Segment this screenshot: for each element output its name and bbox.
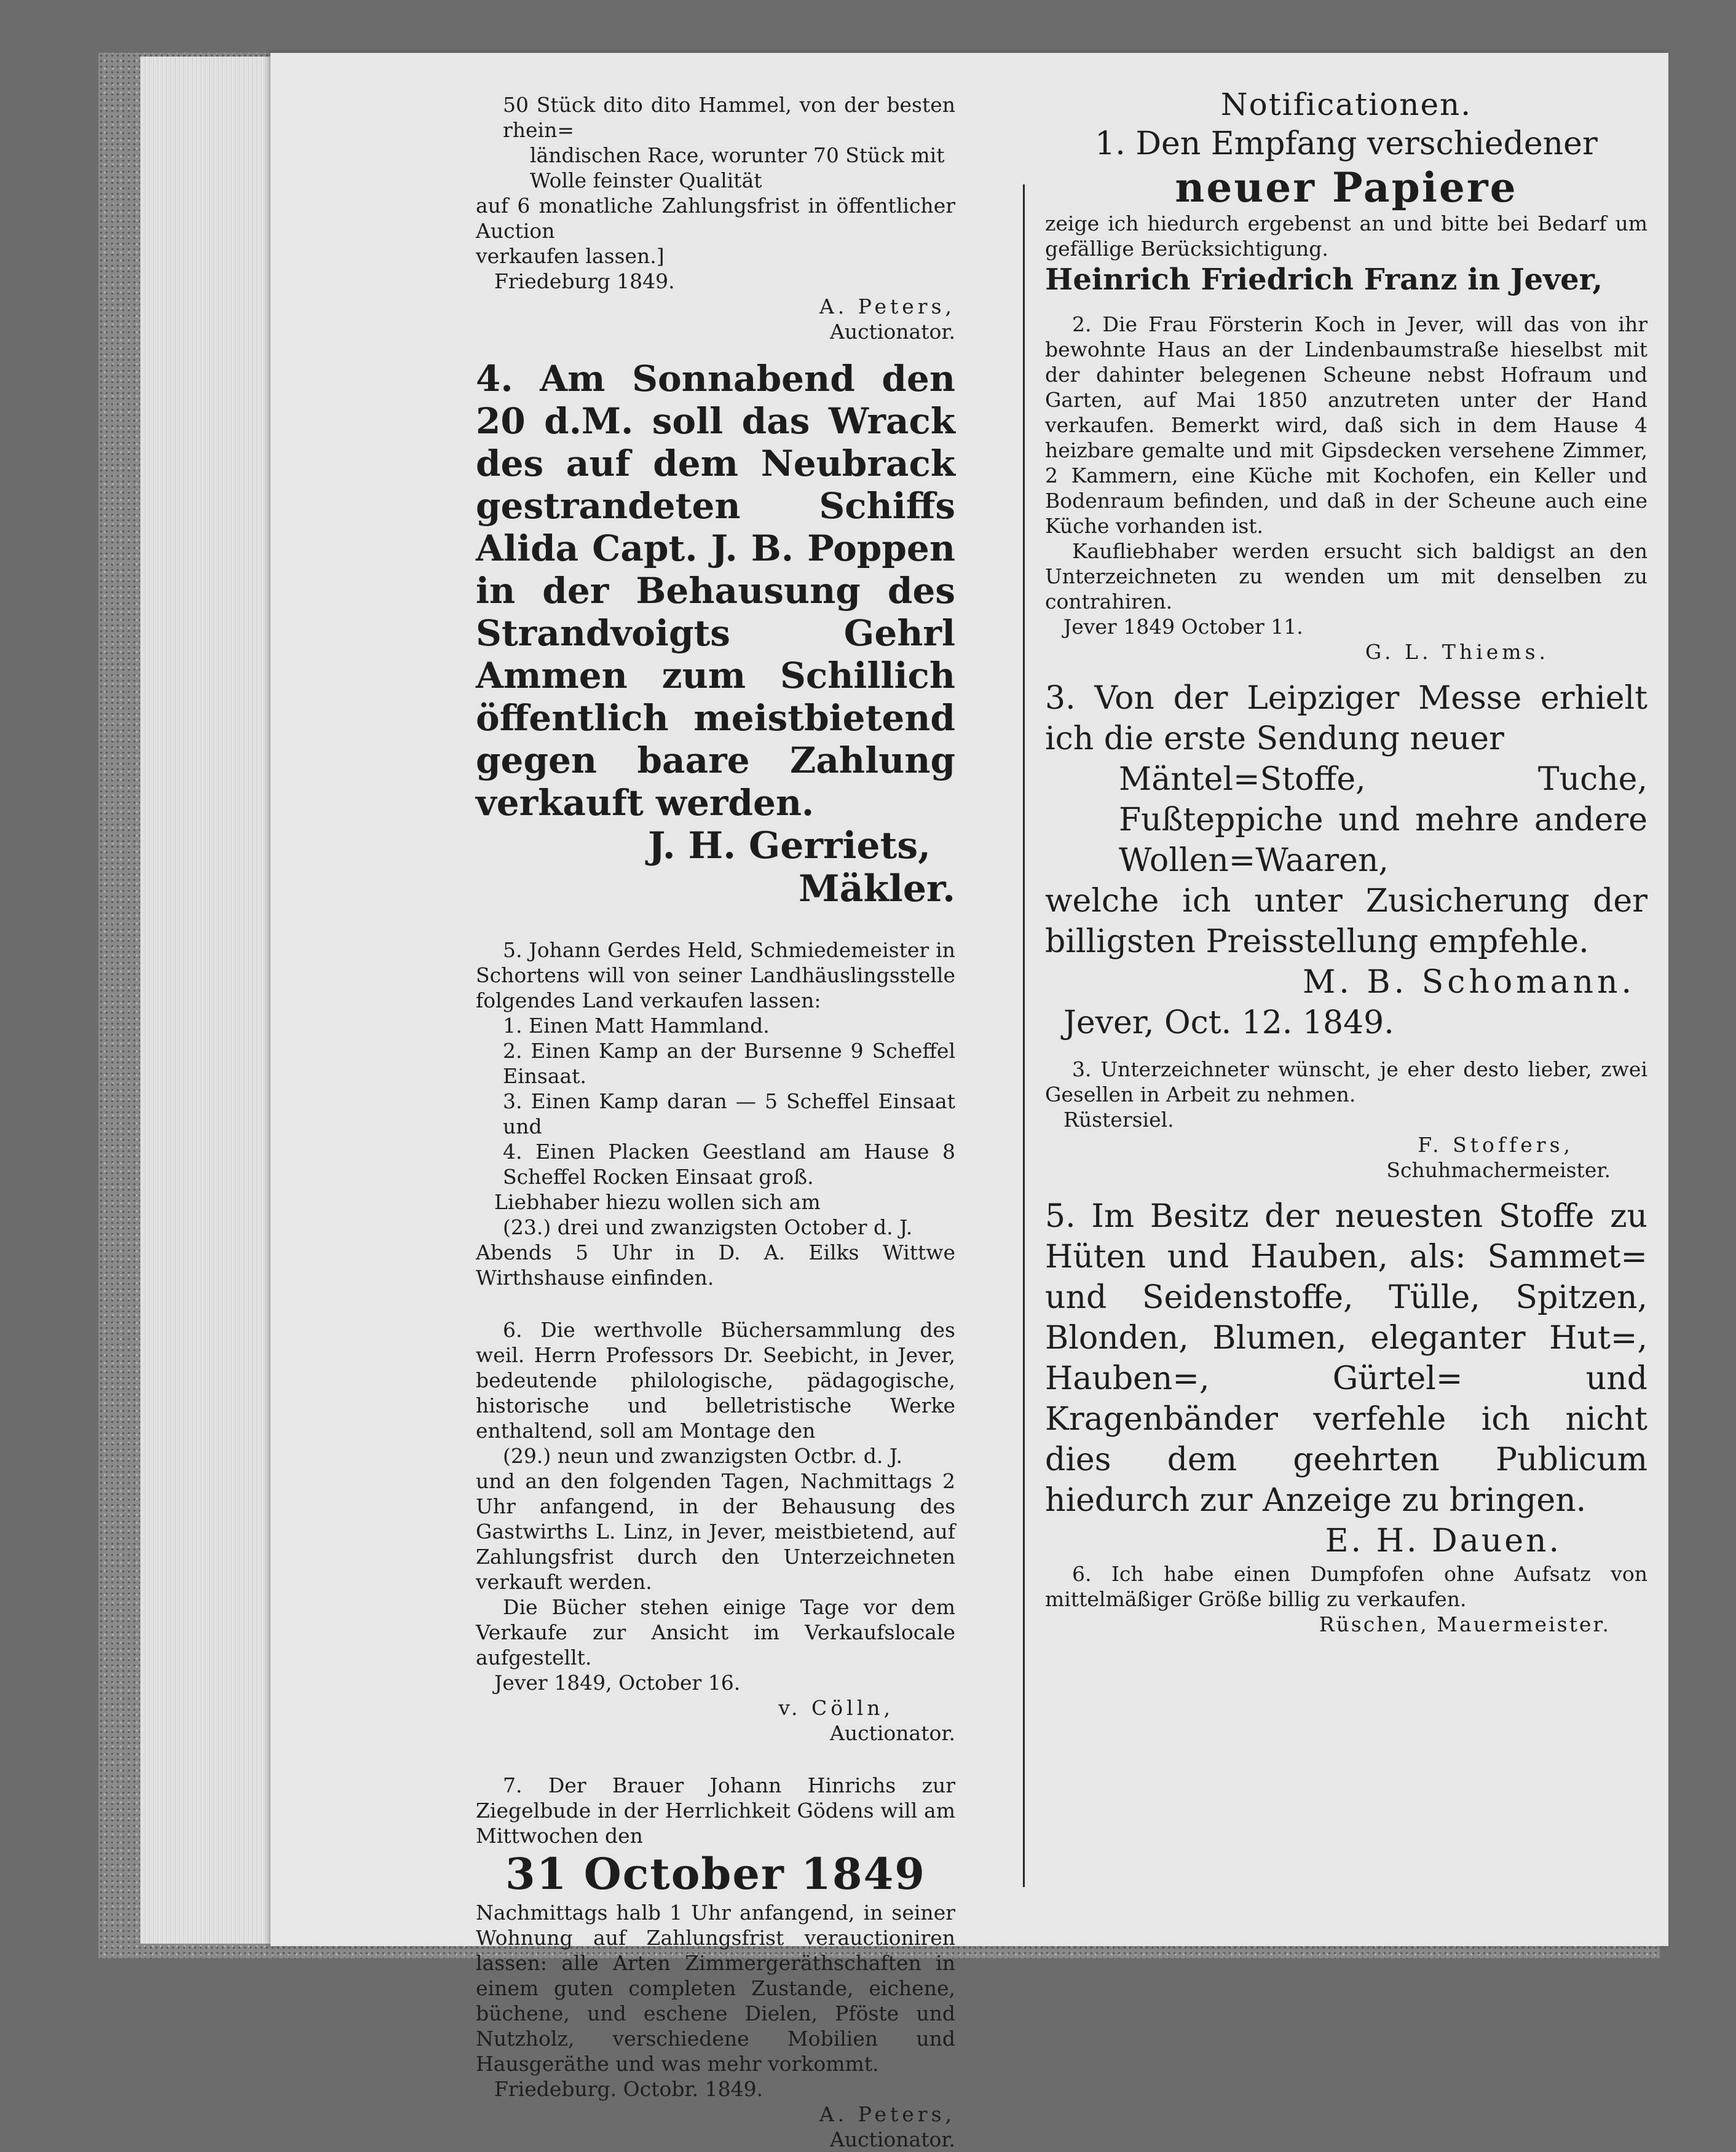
land-list xyxy=(476,1013,955,1189)
notice-6 xyxy=(1045,1561,1647,1637)
date-line: (29.) neun und zwanzigsten Octbr. d. J. xyxy=(503,1444,903,1468)
signature: v. Cölln, xyxy=(778,1696,894,1720)
announcement-text: 6. Ich habe einen Dumpfofen ohne Aufsatz von mittelmäßiger Größe billig zu verkaufen. xyxy=(1045,1562,1647,1611)
text-line: auf 6 monatliche Zahlungsfrist in öffentlicher Auction xyxy=(476,194,955,243)
item-5 xyxy=(476,937,955,1290)
announcement-text: 3. Von der Leipziger Messe erhielt ich die erste Sendung neuer xyxy=(1045,680,1647,757)
notice-1 xyxy=(1045,124,1647,298)
announcement-text: und an den folgenden Tagen, Nachmittags 2 Uhr anfangend, in der Behausung des Gastwirths L. Linz, in Jever, meistbietend, auf Zahlungsfrist durch den Unterzeichneten verkauft werden. xyxy=(476,1469,955,1594)
spacer xyxy=(476,910,955,937)
item-7 xyxy=(476,1773,955,2152)
spacer xyxy=(1045,664,1647,678)
announcement-text: welche ich unter Zusicherung der billigsten Preisstellung empfehle. xyxy=(1045,883,1647,960)
signature: A. Peters, xyxy=(819,294,955,318)
item-6 xyxy=(476,1317,955,1746)
text-line: Liebhaber hiezu wollen sich am xyxy=(494,1190,821,1214)
place-date: Rüstersiel. xyxy=(1063,1108,1174,1132)
announcement-text: Kaufliebhaber werden ersucht sich baldigst an den Unterzeichneten zu wenden um mit denselben zu contrahiren. xyxy=(1045,539,1647,613)
spacer xyxy=(476,1746,955,1773)
place-date: Jever 1849, October 16. xyxy=(494,1671,741,1695)
text-line: verkaufen lassen.] xyxy=(476,244,665,268)
headline: neuer Papiere xyxy=(1175,164,1518,211)
place-date: Jever, Oct. 12. 1849. xyxy=(1063,1004,1394,1041)
signature: Rüschen, Mauermeister. xyxy=(1319,1612,1611,1636)
list-item: 3. Einen Kamp daran — 5 Scheffel Einsaat und xyxy=(503,1089,955,1138)
announcement-text: 2. Die Frau Försterin Koch in Jever, will das von ihr bewohnte Haus an der Lindenbaumstraße hieselbst mit der dahinter belegenen Scheune nebst Hofraum und Garten, auf Mai 1850 anzutreten unter der Hand verkaufen. Bemerkt wird, daß sich in dem Hause 4 heizbare gemalte und mit Gipsdecken versehene Zimmer, 2 Kammern, eine Küche mit Kochofen, ein Keller und Bodenraum befinden, und daß in der Scheune auch eine Küche vorhanden ist. xyxy=(1045,312,1647,538)
text-line: Abends 5 Uhr in D. A. Eilks Wittwe Wirthshause einfinden. xyxy=(476,1240,955,1290)
announcement-text: zeige ich hiedurch ergebenst an und bitte bei Bedarf um gefällige Berücksichtigung. xyxy=(1045,211,1647,261)
signature-role: Auctionator. xyxy=(830,320,955,344)
firm-name: Heinrich Friedrich Franz in Jever, xyxy=(1045,262,1603,297)
spacer xyxy=(476,344,955,358)
signature-role: Auctionator. xyxy=(830,1721,955,1745)
text-line: ländischen Race, worunter 70 Stück mit xyxy=(530,143,945,167)
announcement-text: 3. Unterzeichneter wünscht, je eher desto lieber, zwei Gesellen in Arbeit zu nehmen. xyxy=(1045,1057,1647,1106)
signature: E. H. Dauen. xyxy=(1325,1523,1561,1559)
signature: M. B. Schomann. xyxy=(1303,964,1635,1001)
place-date: Friedeburg 1849. xyxy=(494,269,675,293)
notice-5 xyxy=(1045,1196,1647,1561)
notice-3 xyxy=(1045,678,1647,1043)
signature: A. Peters, xyxy=(819,2102,955,2126)
list-item: 2. Einen Kamp an der Bursenne 9 Scheffel Einsaat. xyxy=(503,1039,955,1088)
spacer xyxy=(476,1290,955,1317)
list-item: 1. Einen Matt Hammland. xyxy=(503,1014,770,1038)
announcement-text: 1. Den Empfang verschiedener xyxy=(1095,125,1598,162)
spacer xyxy=(1045,298,1647,312)
announcement-text: 5. Im Besitz der neuesten Stoffe zu Hüten und Hauben, als: Sammet= und Seidenstoffe, Tülle, Spitzen, Blonden, Blumen, eleganter Hut=, Hauben=, Gürtel= und Kragenbänder verfehle ich nicht dies dem geehrten Publicum hiedurch zur Anzeige zu bringen. xyxy=(1045,1198,1647,1519)
announcement-text: 6. Die werthvolle Büchersammlung des weil. Herrn Professors Dr. Seebicht, in Jever, bedeutende philologische, pädagogische, historische und belletristische Werke enthaltend, soll am Montage den xyxy=(476,1318,955,1443)
announcement-text: 4. Am Sonnabend den 20 d.M. soll das Wrack des auf dem Neubrack gestrandeten Schiffs Alida Capt. J. B. Poppen in der Behausung des Strandvoigts Gehrl Ammen zum Schillich öffentlich meistbietend gegen baare Zahlung verkauft werden. xyxy=(476,358,955,824)
date-line: (23.) drei und zwanzigsten October d. J. xyxy=(503,1215,913,1239)
signature: F. Stoffers, xyxy=(1418,1133,1574,1157)
left-column xyxy=(476,92,955,2152)
signature-role: Auctionator. xyxy=(830,2127,955,2151)
announcement-text: 5. Johann Gerdes Held, Schmiedemeister in Schortens will von seiner Landhäuslingsstelle folgendes Land verkaufen lassen: xyxy=(476,938,955,1012)
signature: G. L. Thiems. xyxy=(1365,640,1549,664)
place-date: Friedeburg. Octobr. 1849. xyxy=(494,2077,763,2101)
notice-2 xyxy=(1045,312,1647,664)
place-date: Jever 1849 October 11. xyxy=(1063,615,1303,639)
section-heading: Notificationen. xyxy=(1220,87,1472,122)
spacer xyxy=(1045,1183,1647,1196)
signature-role: Schuhmachermeister. xyxy=(1386,1158,1611,1182)
signature-role: Mäkler. xyxy=(799,867,955,910)
list-item: 4. Einen Placken Geestland am Hause 8 Scheffel Rocken Einsaat groß. xyxy=(503,1140,955,1189)
announcement-text: Mäntel=Stoffe, Tuche, Fußteppiche und mehre andere Wollen=Waaren, xyxy=(1119,761,1647,879)
announcement-text: 7. Der Brauer Johann Hinrichs zur Ziegelbude in der Herrlichkeit Gödens will am Mittwochen den xyxy=(476,1773,955,1848)
auction-date: 31 October 1849 xyxy=(505,1848,926,1899)
right-column xyxy=(1045,87,1647,1637)
text-line: Wolle feinster Qualität xyxy=(530,168,762,192)
announcement-text: Die Bücher stehen einige Tage vor dem Verkaufe zur Ansicht im Verkaufslocale aufgestellt. xyxy=(476,1595,955,1669)
item-continuation xyxy=(476,92,955,344)
column-divider xyxy=(1023,184,1025,1887)
text-line: 50 Stück dito dito Hammel, von der besten rhein= xyxy=(503,93,955,142)
signature: J. H. Gerriets, xyxy=(648,824,931,867)
announcement-text: Nachmittags halb 1 Uhr anfangend, in seiner Wohnung auf Zahlungsfrist verauctioniren lassen: alle Arten Zimmergeräthschaften in einem guten completen Zustande, eichene, büchene, und eschene Dielen, Pföste und Nutzholz, verschiedene Mobilien und Hausgeräthe und was mehr vorkommt. xyxy=(476,1901,955,2076)
notice-3b xyxy=(1045,1057,1647,1183)
item-4 xyxy=(476,358,955,910)
spacer xyxy=(1045,1043,1647,1057)
